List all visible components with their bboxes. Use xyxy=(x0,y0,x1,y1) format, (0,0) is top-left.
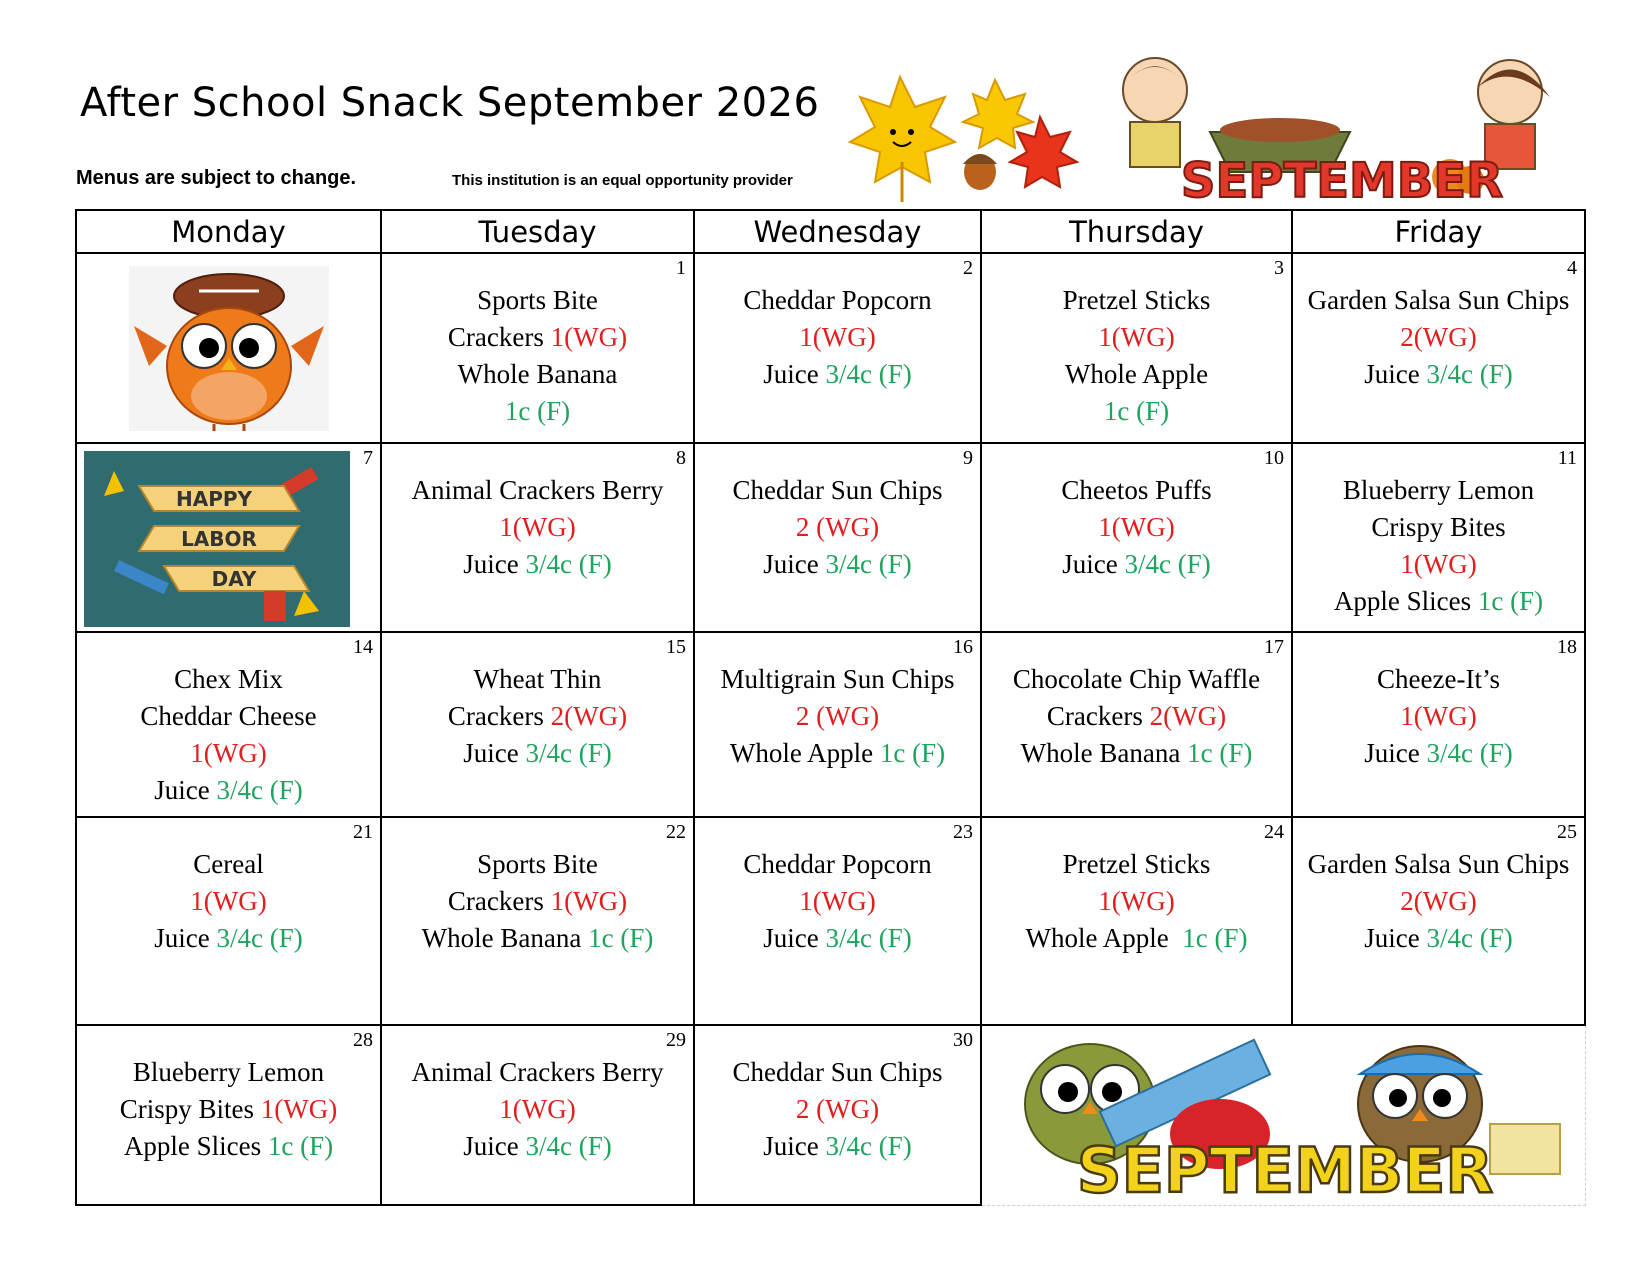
snack-menu xyxy=(695,444,980,583)
weekday-thursday: Thursday xyxy=(981,210,1292,253)
menu-line xyxy=(77,698,380,735)
menu-line xyxy=(695,920,980,957)
fruit-portion: 1c (F) xyxy=(1103,396,1170,426)
week-row xyxy=(76,1025,1585,1205)
week-row xyxy=(76,253,1585,443)
menu-item-text: Pretzel Sticks xyxy=(1062,285,1211,315)
menu-line xyxy=(695,883,980,920)
menu-line xyxy=(1293,356,1584,393)
day-cell xyxy=(381,253,694,443)
day-cell xyxy=(981,632,1292,817)
menu-item-text: Juice xyxy=(763,923,826,953)
menu-line xyxy=(77,661,380,698)
menu-line xyxy=(982,698,1291,735)
snack-menu xyxy=(695,1026,980,1165)
fruit-portion: 3/4c (F) xyxy=(1124,549,1211,579)
menu-line xyxy=(77,1091,380,1128)
date-number: 30 xyxy=(953,1029,973,1051)
menu-item-text: Garden Salsa Sun Chips xyxy=(1307,849,1570,879)
menu-item-text: Crackers xyxy=(1046,701,1150,731)
menu-item-text: Cheeze-It’s xyxy=(1377,664,1500,694)
date-number: 25 xyxy=(1557,821,1577,843)
menu-line xyxy=(982,472,1291,509)
menu-line xyxy=(1293,546,1584,583)
menu-line xyxy=(982,546,1291,583)
whole-grain-portion: 2(WG) xyxy=(1400,886,1477,916)
day-cell xyxy=(981,443,1292,632)
weekday-header-row xyxy=(76,210,1585,253)
fruit-portion: 3/4c (F) xyxy=(825,923,912,953)
menu-item-text: Cheetos Puffs xyxy=(1061,475,1212,505)
date-number: 9 xyxy=(963,447,973,469)
menu-line xyxy=(382,282,693,319)
menu-line xyxy=(695,1128,980,1165)
menu-item-text: Cheddar Popcorn xyxy=(743,849,932,879)
whole-grain-portion: 2 (WG) xyxy=(795,701,880,731)
snack-menu xyxy=(1293,633,1584,772)
day-cell xyxy=(76,443,381,632)
menu-line xyxy=(1293,472,1584,509)
menu-item-text: Crispy Bites xyxy=(1371,512,1506,542)
menu-line xyxy=(382,319,693,356)
menu-line xyxy=(77,735,380,772)
menu-line xyxy=(382,883,693,920)
fruit-portion: 1c (F) xyxy=(588,923,654,953)
date-number: 24 xyxy=(1264,821,1284,843)
menu-line xyxy=(695,319,980,356)
menu-line xyxy=(1293,319,1584,356)
menu-item-text: Juice xyxy=(154,923,217,953)
menu-item-text: Wheat Thin xyxy=(473,664,602,694)
menu-item-text: Pretzel Sticks xyxy=(1062,849,1211,879)
snack-menu xyxy=(382,633,693,772)
menu-line xyxy=(382,1054,693,1091)
snack-menu xyxy=(1293,444,1584,620)
whole-grain-portion: 2(WG) xyxy=(1149,701,1227,731)
menu-line xyxy=(695,546,980,583)
menu-item-text: Juice xyxy=(1364,738,1427,768)
menu-line xyxy=(695,846,980,883)
whole-grain-portion: 2 (WG) xyxy=(795,1094,880,1124)
menu-line xyxy=(695,282,980,319)
weekday-monday: Monday xyxy=(76,210,381,253)
menu-line xyxy=(382,509,693,546)
fruit-portion: 1c (F) xyxy=(1477,586,1544,616)
snack-menu xyxy=(77,633,380,809)
september-banner-text: SEPTEMBER xyxy=(1180,153,1504,202)
menu-line xyxy=(695,356,980,393)
day-cell xyxy=(694,253,981,443)
date-number: 4 xyxy=(1567,257,1577,279)
whole-grain-portion: 1(WG) xyxy=(550,886,628,916)
day-cell xyxy=(381,443,694,632)
page-title: After School Snack September 2026 xyxy=(80,80,820,126)
owl-football-illustration xyxy=(129,266,329,431)
snack-menu xyxy=(382,254,693,430)
date-number: 28 xyxy=(353,1029,373,1051)
date-number: 23 xyxy=(953,821,973,843)
snack-menu xyxy=(982,444,1291,583)
whole-grain-portion: 1(WG) xyxy=(799,886,876,916)
menu-line xyxy=(695,472,980,509)
day-cell xyxy=(381,1025,694,1205)
snack-menu xyxy=(982,818,1291,957)
snack-menu xyxy=(1293,818,1584,957)
menu-line xyxy=(1293,282,1584,319)
menu-item-text: Whole Apple xyxy=(1064,359,1209,389)
whole-grain-portion: 1(WG) xyxy=(499,512,576,542)
menu-item-text: Cheddar Popcorn xyxy=(743,285,932,315)
menu-line xyxy=(382,546,693,583)
menu-item-text: Juice xyxy=(1062,549,1125,579)
day-cell xyxy=(694,1025,981,1205)
menu-line xyxy=(1293,735,1584,772)
whole-grain-portion: 1(WG) xyxy=(1098,512,1175,542)
snack-menu xyxy=(382,444,693,583)
menu-item-text: Crispy Bites xyxy=(119,1094,261,1124)
fruit-portion: 3/4c (F) xyxy=(825,359,912,389)
day-cell xyxy=(76,1025,381,1205)
menu-item-text: Juice xyxy=(1364,923,1427,953)
day-cell xyxy=(981,817,1292,1025)
menu-item-text: Cheddar Sun Chips xyxy=(732,475,943,505)
menu-item-text: Sports Bite xyxy=(477,849,598,879)
menu-line xyxy=(982,920,1291,957)
menu-line xyxy=(982,393,1291,430)
menu-item-text: Animal Crackers Berry xyxy=(411,475,664,505)
menu-line xyxy=(382,846,693,883)
menu-item-text: Whole Apple xyxy=(1025,923,1183,953)
fruit-portion: 1c (F) xyxy=(1182,923,1248,953)
snack-menu xyxy=(1293,254,1584,393)
menu-line xyxy=(382,920,693,957)
week-row xyxy=(76,443,1585,632)
menu-item-text: Juice xyxy=(463,549,526,579)
menu-line xyxy=(1293,883,1584,920)
menu-line xyxy=(77,883,380,920)
menu-line xyxy=(1293,661,1584,698)
day-cell xyxy=(1292,817,1585,1025)
menu-item-text: Whole Banana xyxy=(457,359,618,389)
menu-line xyxy=(695,1091,980,1128)
date-number: 16 xyxy=(953,636,973,658)
menu-item-text: Juice xyxy=(763,1131,826,1161)
menu-line xyxy=(77,772,380,809)
owls-september-cell xyxy=(981,1025,1585,1205)
date-number: 7 xyxy=(363,447,373,469)
snack-menu xyxy=(77,818,380,957)
snack-menu xyxy=(695,254,980,393)
fruit-portion: 1c (F) xyxy=(267,1131,334,1161)
day-cell xyxy=(694,817,981,1025)
menu-item-text: Juice xyxy=(154,775,217,805)
weekday-friday: Friday xyxy=(1292,210,1585,253)
snack-calendar xyxy=(75,209,1586,1206)
date-number: 8 xyxy=(676,447,686,469)
day-cell xyxy=(981,253,1292,443)
date-number: 29 xyxy=(666,1029,686,1051)
menu-line xyxy=(382,661,693,698)
whole-grain-portion: 1(WG) xyxy=(260,1094,338,1124)
whole-grain-portion: 1(WG) xyxy=(1400,549,1477,579)
snack-menu xyxy=(382,818,693,957)
whole-grain-portion: 1(WG) xyxy=(1098,322,1175,352)
menu-item-text: Chex Mix xyxy=(174,664,283,694)
menu-line xyxy=(77,1054,380,1091)
menu-item-text: Juice xyxy=(463,738,526,768)
labor-day-text-labor: LABOR xyxy=(181,527,257,551)
fruit-portion: 3/4c (F) xyxy=(525,549,612,579)
menu-line xyxy=(382,356,693,393)
menu-item-text: Crackers xyxy=(447,886,551,916)
autumn-leaves-illustration xyxy=(845,72,1085,207)
date-number: 22 xyxy=(666,821,686,843)
fruit-portion: 3/4c (F) xyxy=(825,549,912,579)
menu-item-text: Animal Crackers Berry xyxy=(411,1057,664,1087)
day-cell xyxy=(381,817,694,1025)
fruit-portion: 3/4c (F) xyxy=(1426,359,1513,389)
day-cell xyxy=(381,632,694,817)
date-number: 3 xyxy=(1274,257,1284,279)
menu-item-text: Multigrain Sun Chips xyxy=(720,664,955,694)
menu-line xyxy=(382,393,693,430)
day-cell xyxy=(76,632,381,817)
menu-item-text: Juice xyxy=(1364,359,1427,389)
snack-menu xyxy=(77,1026,380,1165)
menu-line xyxy=(695,1054,980,1091)
menu-change-note: Menus are subject to change. xyxy=(76,167,357,189)
menu-line xyxy=(382,1091,693,1128)
menu-line xyxy=(1293,509,1584,546)
snack-menu xyxy=(982,633,1291,772)
date-number: 14 xyxy=(353,636,373,658)
menu-line xyxy=(382,698,693,735)
menu-item-text: Chocolate Chip Waffle xyxy=(1012,664,1261,694)
fruit-portion: 3/4c (F) xyxy=(525,1131,612,1161)
fruit-portion: 3/4c (F) xyxy=(216,923,303,953)
date-number: 1 xyxy=(676,257,686,279)
week-row xyxy=(76,817,1585,1025)
menu-item-text: Garden Salsa Sun Chips xyxy=(1307,285,1570,315)
whole-grain-portion: 1(WG) xyxy=(499,1094,576,1124)
menu-item-text: Cereal xyxy=(193,849,264,879)
whole-grain-portion: 2(WG) xyxy=(1400,322,1477,352)
whole-grain-portion: 1(WG) xyxy=(190,738,267,768)
menu-line xyxy=(695,698,980,735)
date-number: 18 xyxy=(1557,636,1577,658)
whole-grain-portion: 1(WG) xyxy=(799,322,876,352)
fruit-portion: 1c (F) xyxy=(504,396,571,426)
menu-line xyxy=(382,1128,693,1165)
menu-item-text: Crackers xyxy=(447,322,551,352)
menu-item-text: Whole Apple xyxy=(729,738,880,768)
fruit-portion: 3/4c (F) xyxy=(216,775,303,805)
menu-line xyxy=(1293,846,1584,883)
labor-day-text-happy: HAPPY xyxy=(175,487,253,511)
menu-line xyxy=(1293,920,1584,957)
menu-item-text: Juice xyxy=(763,549,826,579)
fruit-portion: 3/4c (F) xyxy=(825,1131,912,1161)
date-number: 17 xyxy=(1264,636,1284,658)
fruit-portion: 3/4c (F) xyxy=(525,738,612,768)
snack-menu xyxy=(695,818,980,957)
menu-item-text: Juice xyxy=(463,1131,526,1161)
menu-item-text: Blueberry Lemon xyxy=(1342,475,1535,505)
menu-line xyxy=(1293,583,1584,620)
day-cell xyxy=(1292,253,1585,443)
menu-line xyxy=(1293,698,1584,735)
weekday-tuesday: Tuesday xyxy=(381,210,694,253)
snack-menu xyxy=(695,633,980,772)
menu-item-text: Whole Banana xyxy=(1020,738,1188,768)
menu-line xyxy=(695,661,980,698)
menu-line xyxy=(982,356,1291,393)
menu-line xyxy=(382,735,693,772)
snack-menu xyxy=(982,254,1291,430)
week-row xyxy=(76,632,1585,817)
owls-september-text: SEPTEMBER xyxy=(1076,1134,1494,1199)
day-cell xyxy=(694,632,981,817)
menu-item-text: Juice xyxy=(763,359,826,389)
menu-line xyxy=(982,883,1291,920)
menu-item-text: Apple Slices xyxy=(1333,586,1478,616)
menu-item-text: Apple Slices xyxy=(123,1131,268,1161)
snack-menu xyxy=(382,1026,693,1165)
menu-item-text: Crackers xyxy=(447,701,551,731)
whole-grain-portion: 1(WG) xyxy=(1400,701,1477,731)
date-number: 21 xyxy=(353,821,373,843)
date-number: 15 xyxy=(666,636,686,658)
whole-grain-portion: 2(WG) xyxy=(550,701,628,731)
menu-item-text: Blueberry Lemon xyxy=(132,1057,325,1087)
labor-day-illustration xyxy=(84,451,350,627)
menu-item-text: Cheddar Sun Chips xyxy=(732,1057,943,1087)
owls-september-illustration xyxy=(990,1034,1580,1199)
menu-item-text: Sports Bite xyxy=(477,285,598,315)
day-cell xyxy=(694,443,981,632)
menu-item-text: Cheddar Cheese xyxy=(140,701,317,731)
menu-line xyxy=(982,846,1291,883)
menu-line xyxy=(982,661,1291,698)
menu-line xyxy=(77,1128,380,1165)
fruit-portion: 1c (F) xyxy=(1187,738,1253,768)
menu-line xyxy=(695,735,980,772)
whole-grain-portion: 2 (WG) xyxy=(795,512,880,542)
menu-line xyxy=(695,509,980,546)
date-number: 11 xyxy=(1557,447,1577,469)
menu-line xyxy=(77,920,380,957)
menu-line xyxy=(982,282,1291,319)
menu-line xyxy=(382,472,693,509)
menu-line xyxy=(77,846,380,883)
day-cell xyxy=(1292,632,1585,817)
equal-opportunity-note: This institution is an equal opportunity provider xyxy=(452,172,793,189)
whole-grain-portion: 1(WG) xyxy=(190,886,267,916)
menu-item-text: Whole Banana xyxy=(421,923,589,953)
date-number: 10 xyxy=(1264,447,1284,469)
labor-day-text-day: DAY xyxy=(211,567,257,591)
menu-line xyxy=(982,735,1291,772)
fruit-portion: 1c (F) xyxy=(879,738,946,768)
day-cell xyxy=(76,817,381,1025)
fruit-portion: 3/4c (F) xyxy=(1426,738,1513,768)
day-cell xyxy=(1292,443,1585,632)
kids-september-banner xyxy=(1100,52,1584,202)
date-number: 2 xyxy=(963,257,973,279)
day-cell xyxy=(76,253,381,443)
whole-grain-portion: 1(WG) xyxy=(1098,886,1175,916)
fruit-portion: 3/4c (F) xyxy=(1426,923,1513,953)
whole-grain-portion: 1(WG) xyxy=(550,322,628,352)
menu-line xyxy=(982,319,1291,356)
weekday-wednesday: Wednesday xyxy=(694,210,981,253)
menu-line xyxy=(982,509,1291,546)
